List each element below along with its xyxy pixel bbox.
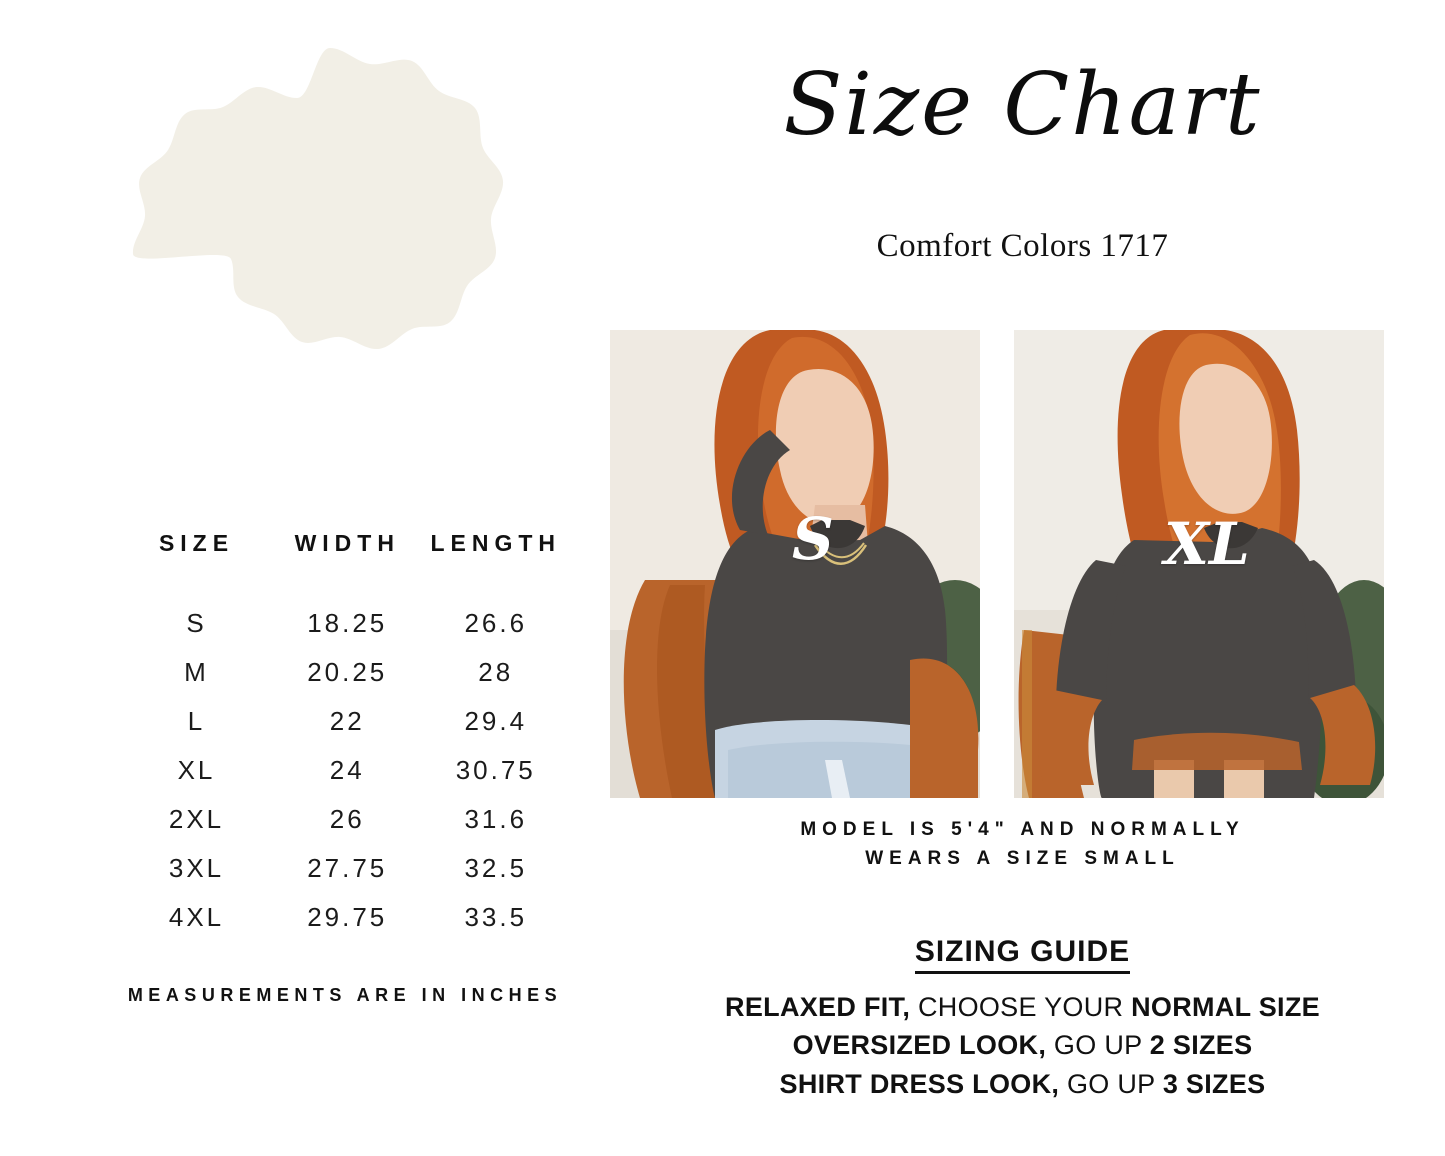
sizing-guide-line-2-bold-end: 2 SIZES	[1149, 1030, 1253, 1061]
sizing-guide-line-3-bold-start: SHIRT DRESS LOOK,	[779, 1068, 1060, 1099]
cell-size: S	[186, 608, 207, 638]
cell-size: 2XL	[168, 804, 225, 834]
table-row	[120, 648, 570, 697]
sizing-guide-line-3-mid: GO UP	[1059, 1068, 1163, 1099]
cell-size: L	[187, 706, 206, 736]
column-header-width: WIDTH	[294, 530, 400, 556]
sizing-guide-line-2-mid: GO UP	[1046, 1030, 1150, 1061]
sizing-guide-line-1	[600, 988, 1445, 1026]
model-note-line-2: WEARS A SIZE SMALL	[865, 848, 1180, 870]
column-header-size: SIZE	[158, 530, 235, 556]
sizing-guide-line-1-bold-start: RELAXED FIT,	[725, 992, 911, 1022]
sizing-guide-line-2-bold-start: OVERSIZED LOOK,	[792, 1030, 1047, 1061]
tee-size-letter-xl: XL	[1164, 510, 1250, 578]
sizing-guide-line-3	[600, 1065, 1445, 1103]
measurements-note: MEASUREMENTS ARE IN INCHES	[127, 985, 563, 1005]
model-note-line-1: MODEL IS 5'4" AND NORMALLY	[800, 819, 1245, 840]
cell-width: 18.25	[307, 608, 388, 638]
sizing-guide-title	[600, 935, 1445, 969]
cell-size: M	[184, 657, 209, 687]
table-header-row	[120, 530, 570, 599]
page-title: Size Chart	[783, 55, 1262, 155]
cell-width: 26	[329, 804, 365, 834]
cell-width: 24	[329, 755, 365, 785]
decorative-blob-shape	[130, 45, 530, 450]
right-column	[600, 0, 1445, 1156]
cell-size: XL	[177, 755, 216, 785]
tee-size-letter-small: S	[792, 505, 834, 573]
sizing-guide-line-3-bold-end: 3 SIZES	[1162, 1068, 1266, 1099]
size-table	[120, 530, 570, 942]
cell-length: 33.5	[464, 902, 528, 932]
cell-size: 3XL	[168, 853, 225, 883]
cell-length: 32.5	[464, 853, 528, 883]
sizing-guide-line-1-bold-end: NORMAL SIZE	[1131, 992, 1320, 1022]
table-row	[120, 697, 570, 746]
table-row	[120, 844, 570, 893]
sizing-guide-title-text: SIZING GUIDE	[915, 935, 1130, 974]
table-row	[120, 795, 570, 844]
left-column	[0, 0, 600, 1156]
cell-width: 29.75	[307, 902, 388, 932]
measurements-table	[120, 530, 570, 942]
sizing-guide-line-2	[600, 1026, 1445, 1064]
sizing-guide-lines	[600, 988, 1445, 1103]
cell-length: 26.6	[464, 608, 528, 638]
sizing-guide-line-1-mid: CHOOSE YOUR	[910, 992, 1132, 1022]
cell-length: 29.4	[464, 706, 528, 736]
model-photo-xl	[1014, 330, 1384, 798]
cell-length: 30.75	[455, 755, 536, 785]
cell-width: 20.25	[307, 657, 388, 687]
cell-size: 4XL	[168, 902, 225, 932]
column-header-length: LENGTH	[430, 530, 562, 556]
table-row	[120, 893, 570, 942]
model-photos	[610, 330, 1435, 798]
model-note	[600, 815, 1445, 874]
cell-width: 22	[329, 706, 365, 736]
page-subtitle: Comfort Colors 1717	[876, 228, 1169, 264]
cell-length: 31.6	[464, 804, 528, 834]
cell-length: 28	[478, 657, 514, 687]
cell-width: 27.75	[307, 853, 388, 883]
model-photo-small	[610, 330, 980, 798]
table-row	[120, 746, 570, 795]
table-row	[120, 599, 570, 648]
